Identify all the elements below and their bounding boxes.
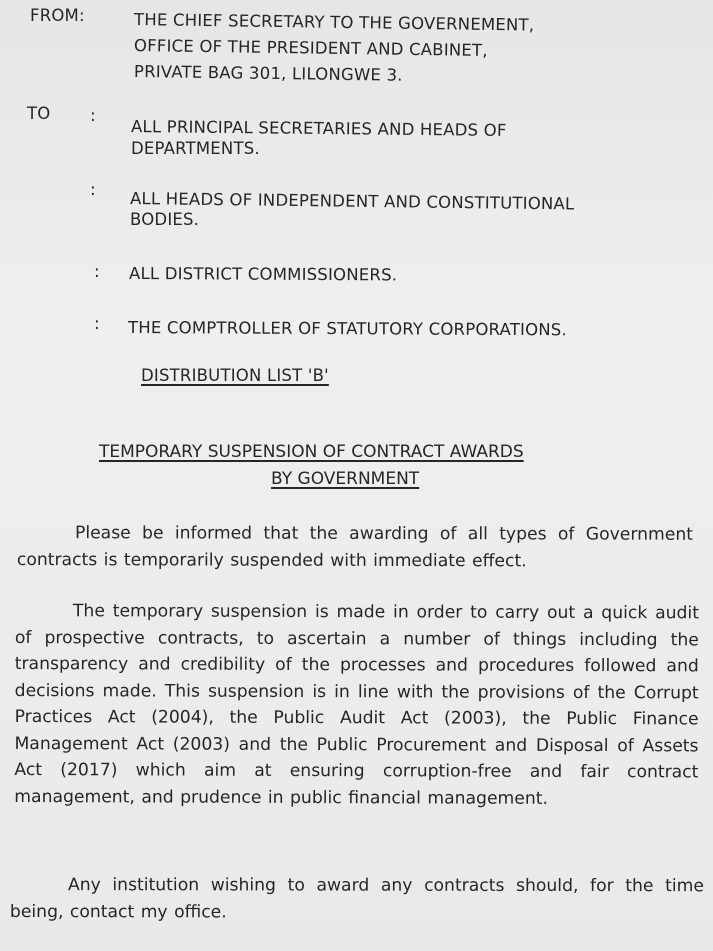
paragraph-text: Any institution wishing to award any contracts should, for the time being, contact my office. xyxy=(9,875,704,922)
to-recipient-3: ALL DISTRICT COMMISSIONERS. xyxy=(128,264,398,285)
from-label: FROM: xyxy=(30,6,85,25)
to-recipient-2-line-1: ALL HEADS OF INDEPENDENT AND CONSTITUTIONAL xyxy=(129,189,575,214)
paragraph-text: Please be informed that the awarding of all types of Government contracts is temporarily suspended with immediate effect. xyxy=(16,523,693,571)
body-paragraph-3 xyxy=(10,872,704,926)
subject-line-1: TEMPORARY SUSPENSION OF CONTRACT AWARDS xyxy=(99,442,524,462)
from-line-3: PRIVATE BAG 301, LILONGWE 3. xyxy=(133,62,403,85)
to-recipient-1-line-1: ALL PRINCIPAL SECRETARIES AND HEADS OF xyxy=(130,117,507,140)
to-label: TO xyxy=(27,104,51,123)
paragraph-text: The temporary suspension is made in order to carry out a quick audit of prospective contracts, to ascertain a number of things including the transparency and credibility of the processes and procedures followed and decisions made. This suspension is in line with the provisions of the Corrupt Practices Act (2004), the Public Audit Act (2003), the Public Finance Management Act (2003) and the Public Procurement and Disposal of Assets Act (2017) which aim at ensuring corruption-free and fair contract management, and prudence in public financial management. xyxy=(14,601,699,809)
from-line-2: OFFICE OF THE PRESIDENT AND CABINET, xyxy=(133,36,488,60)
subject-line-2: BY GOVERNMENT xyxy=(271,469,420,489)
body-paragraph-2 xyxy=(14,598,699,812)
to-recipient-2-line-2: BODIES. xyxy=(130,210,200,229)
to-recipient-4: THE COMPTROLLER OF STATUTORY CORPORATIONS. xyxy=(127,318,568,340)
distribution-list: DISTRIBUTION LIST 'B' xyxy=(141,366,329,385)
to-colon-4: : xyxy=(94,314,100,334)
to-recipient-1-line-2: DEPARTMENTS. xyxy=(131,139,260,158)
body-paragraph-1 xyxy=(17,520,693,575)
from-line-1: THE CHIEF SECRETARY TO THE GOVERNEMENT, xyxy=(133,10,535,35)
to-colon-1: : xyxy=(90,106,96,126)
to-colon-2: : xyxy=(90,180,96,200)
to-colon-3: : xyxy=(94,262,100,282)
